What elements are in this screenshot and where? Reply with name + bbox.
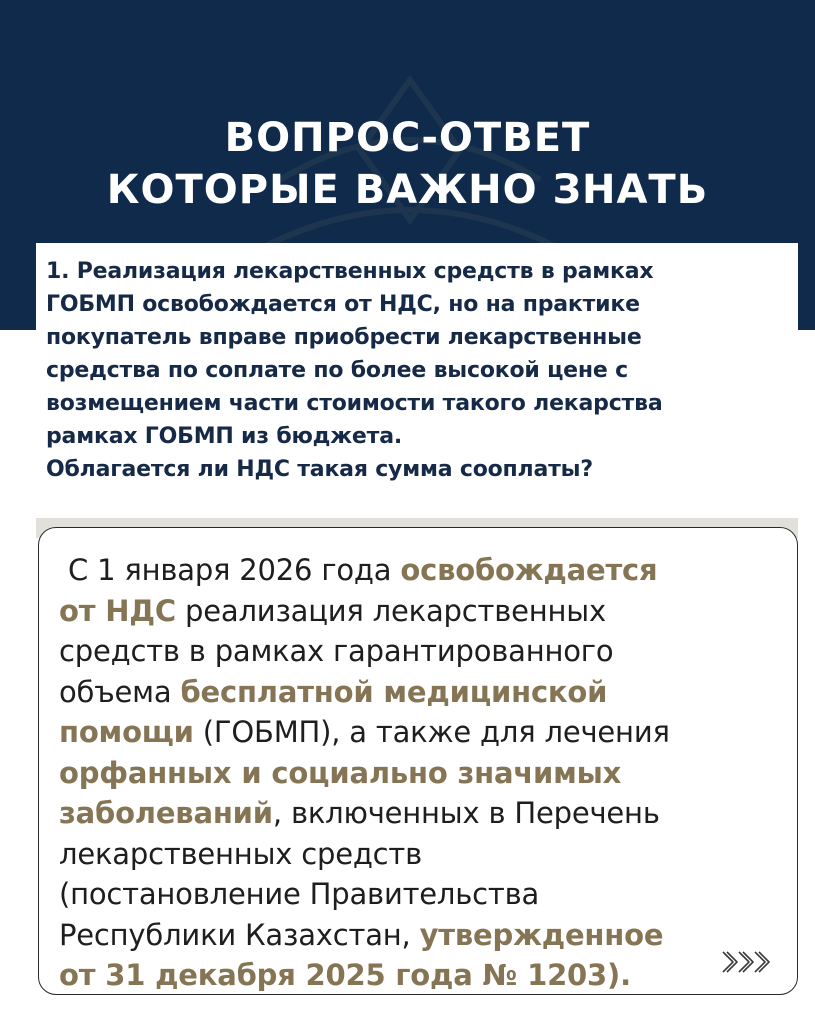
question-line: возмещением части стоимости такого лекарства	[46, 391, 663, 416]
answer-line	[59, 550, 781, 591]
answer-highlight: заболеваний	[59, 796, 273, 830]
answer-card	[38, 527, 798, 995]
answer-highlight: освобождается	[400, 553, 658, 587]
answer-line	[59, 712, 781, 753]
page-title	[0, 112, 815, 216]
answer-highlight-line: орфанных и социально значимых	[59, 755, 622, 790]
question-line: покупатель вправе приобрести лекарственные	[46, 325, 642, 350]
answer-line: средств в рамках гарантированного	[59, 634, 614, 668]
answer-line	[59, 672, 781, 713]
answer-highlight: от НДС	[59, 593, 177, 628]
question-line: средства по соплате по более высокой цене с	[46, 358, 628, 383]
question-line: ГОБМП освобождается от НДС, но на практике	[46, 292, 640, 317]
answer-fragment: Республики Казахстан,	[59, 917, 420, 952]
answer-fragment: реализация лекарственных	[176, 593, 606, 628]
question-line: 1. Реализация лекарственных средств в рамках	[46, 259, 654, 284]
question-line: Облагается ли НДС такая сумма сооплаты?	[46, 457, 593, 482]
answer-fragment: (ГОБМП), а также для лечения	[193, 715, 670, 749]
answer-line: лекарственных средств	[59, 836, 423, 871]
answer-fragment: С 1 января 2026 года	[68, 553, 401, 587]
answer-fragment: , включенных в Перечень	[272, 796, 660, 830]
answer-highlight: утвержденное	[419, 917, 664, 952]
answer-highlight: бесплатной медицинской	[180, 674, 608, 709]
answer-line	[59, 591, 781, 632]
answer-line: (постановление Правительства	[59, 877, 540, 911]
answer-fragment: объема	[59, 674, 181, 709]
answer-text	[59, 550, 781, 996]
answer-line	[59, 793, 781, 834]
question-line: рамках ГОБМП из бюджета.	[46, 424, 402, 449]
double-chevron-right-icon[interactable]	[719, 948, 775, 976]
title-line-2: КОТОРЫЕ ВАЖНО ЗНАТЬ	[106, 167, 709, 213]
answer-highlight: помощи	[59, 715, 194, 749]
question-box	[36, 243, 798, 493]
question-text	[46, 255, 788, 486]
answer-line	[59, 915, 781, 956]
title-line-1: ВОПРОС-ОТВЕТ	[224, 115, 591, 161]
answer-highlight-line: от 31 декабря 2025 года № 1203).	[59, 958, 631, 992]
